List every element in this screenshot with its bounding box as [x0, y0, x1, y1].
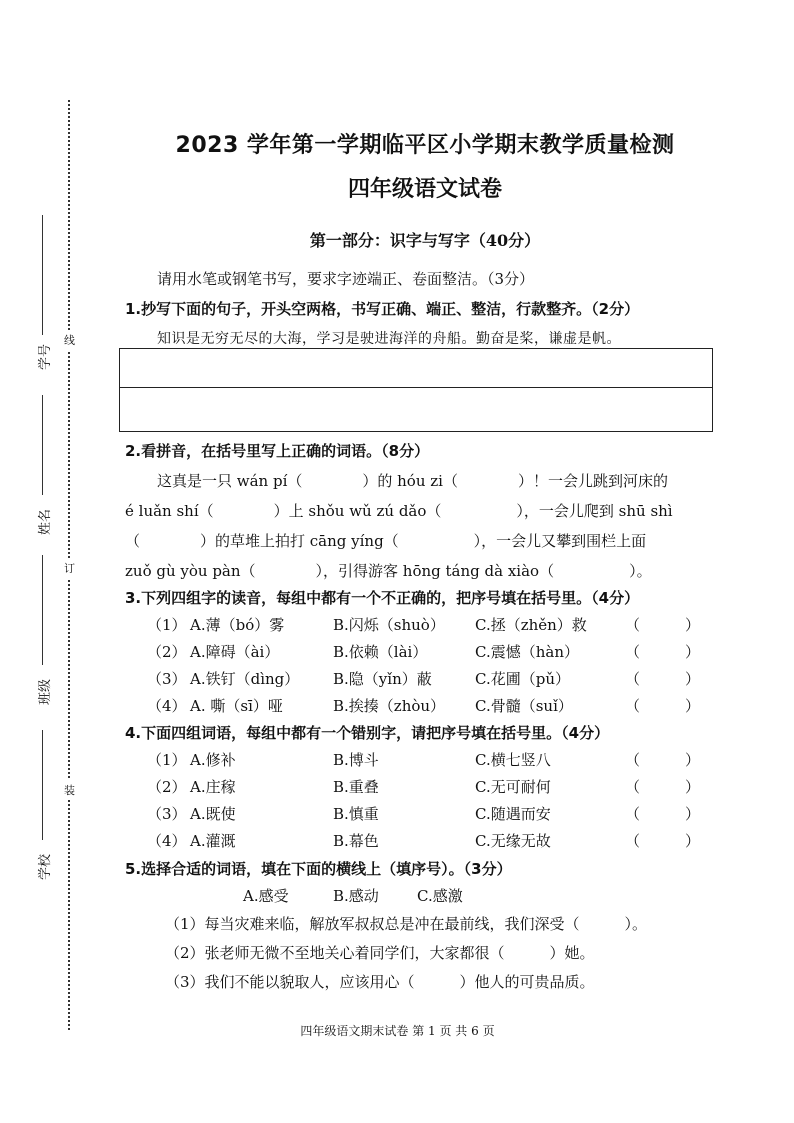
class-label: 班级 — [38, 678, 53, 705]
q4-row-num: （3） — [147, 805, 187, 823]
q4-row-num: （4） — [147, 832, 187, 850]
q3-row-num: （3） — [147, 670, 187, 688]
exam-subtitle: 四年级语文试卷 — [347, 177, 502, 202]
exam-title: 2023 学年第一学期临平区小学期末教学质量检测 — [175, 133, 675, 158]
q2-line-3: （ ）的草堆上拍打 cāng yíng（ ），一会儿又攀到围栏上面 — [125, 532, 647, 550]
q4-row-num: （2） — [147, 778, 187, 796]
q4-row-num: （1） — [147, 751, 187, 769]
q3-option-c: C.花圃（pǔ） — [475, 670, 570, 688]
student-id-field[interactable] — [42, 215, 44, 335]
q3-answer-paren[interactable]: （ ） — [625, 697, 701, 715]
q4-option-b: B.幕色 — [333, 832, 379, 850]
q2-line-2: é luǎn shí（ ）上 shǒu wǔ zú dǎo（ ），一会儿爬到 shū shì — [125, 502, 673, 520]
name-field[interactable] — [42, 395, 44, 495]
writing-box-divider — [120, 387, 712, 388]
student-id-label: 学号 — [38, 343, 53, 370]
q3-answer-paren[interactable]: （ ） — [625, 643, 701, 661]
q3-option-a: A.薄（bó）雾 — [190, 616, 285, 634]
q3-option-b: B.挨揍（zhòu） — [333, 697, 446, 715]
q3-option-b: B.闪烁（shuò） — [333, 616, 445, 634]
q4-answer-paren[interactable]: （ ） — [625, 832, 701, 850]
q4-option-a: A.既使 — [190, 805, 236, 823]
q3-row-num: （4） — [147, 697, 187, 715]
q5-option-c: C.感激 — [417, 887, 463, 905]
binding-mark-xian: 线 — [64, 330, 75, 350]
q5-title: 5.选择合适的词语，填在下面的横线上（填序号）。（3分） — [125, 860, 512, 878]
q4-option-c: C.无可耐何 — [475, 778, 551, 796]
q2-title: 2.看拼音，在括号里写上正确的词语。（8分） — [125, 442, 430, 460]
q5-item-2: （2）张老师无微不至地关心着同学们，大家都很（ ）她。 — [165, 944, 595, 962]
q5-option-a: A.感受 — [243, 887, 289, 905]
q5-item-1: （1）每当灾难来临，解放军叔叔总是冲在最前线，我们深受（ ）。 — [165, 915, 648, 933]
q4-answer-paren[interactable]: （ ） — [625, 751, 701, 769]
q4-option-a: A.庄稼 — [190, 778, 236, 796]
q5-option-b: B.感动 — [333, 887, 379, 905]
q3-answer-paren[interactable]: （ ） — [625, 616, 701, 634]
name-label: 姓名 — [38, 508, 53, 535]
q3-row-num: （2） — [147, 643, 187, 661]
q5-item-3: （3）我们不能以貌取人，应该用心（ ）他人的可贵品质。 — [165, 973, 595, 991]
q3-option-a: A.障碍（ài） — [190, 643, 280, 661]
q3-option-a: A.铁钉（dìng） — [190, 670, 300, 688]
q3-option-c: C.拯（zhěn）救 — [475, 616, 587, 634]
q4-option-c: C.无缘无故 — [475, 832, 551, 850]
q3-row-num: （1） — [147, 616, 187, 634]
page-footer: 四年级语文期末试卷 第 1 页 共 6 页 — [300, 1024, 495, 1038]
q3-title: 3.下列四组字的读音，每组中都有一个不正确的，把序号填在括号里。（4分） — [125, 589, 640, 607]
q4-title: 4.下面四组词语，每组中都有一个错别字，请把序号填在括号里。（4分） — [125, 724, 610, 742]
q4-option-a: A.修补 — [190, 751, 236, 769]
q3-option-c: C.震憾（hàn） — [475, 643, 579, 661]
q2-line-1: 这真是一只 wán pí（ ）的 hóu zi（ ）！一会儿跳到河床的 — [157, 472, 668, 490]
q4-option-b: B.慎重 — [333, 805, 379, 823]
binding-margin — [0, 0, 100, 1123]
q4-option-b: B.博斗 — [333, 751, 379, 769]
q4-answer-paren[interactable]: （ ） — [625, 805, 701, 823]
q3-option-b: B.依赖（lài） — [333, 643, 428, 661]
q3-option-b: B.隐（yǐn）蔽 — [333, 670, 432, 688]
q2-line-4: zuǒ gù yòu pàn（ ），引得游客 hōng táng dà xiào（ ）。 — [125, 562, 652, 580]
q4-option-c: C.横七竖八 — [475, 751, 551, 769]
q4-option-b: B.重叠 — [333, 778, 379, 796]
part-heading: 第一部分：识字与写字（40分） — [309, 231, 541, 250]
q1-sentence: 知识是无穷无尽的大海，学习是驶进海洋的舟船。勤奋是桨，谦虚是帆。 — [157, 331, 621, 347]
q3-answer-paren[interactable]: （ ） — [625, 670, 701, 688]
q1-title: 1.抄写下面的句子，开头空两格，书写正确、端正、整洁，行款整齐。（2分） — [125, 300, 640, 318]
class-field[interactable] — [42, 555, 44, 665]
q3-option-a: A. 嘶（sī）哑 — [190, 697, 283, 715]
q4-option-c: C.随遇而安 — [475, 805, 551, 823]
school-label: 学校 — [38, 853, 53, 880]
q3-option-c: C.骨髓（suǐ） — [475, 697, 573, 715]
binding-mark-ding: 订 — [64, 558, 75, 578]
q1-writing-box[interactable] — [119, 348, 713, 432]
q4-option-a: A.灌溉 — [190, 832, 236, 850]
instruction-text: 请用水笔或钢笔书写，要求字迹端正、卷面整洁。（3分） — [157, 270, 535, 288]
binding-mark-zhuang: 装 — [64, 780, 75, 800]
q4-answer-paren[interactable]: （ ） — [625, 778, 701, 796]
school-field[interactable] — [42, 730, 44, 840]
